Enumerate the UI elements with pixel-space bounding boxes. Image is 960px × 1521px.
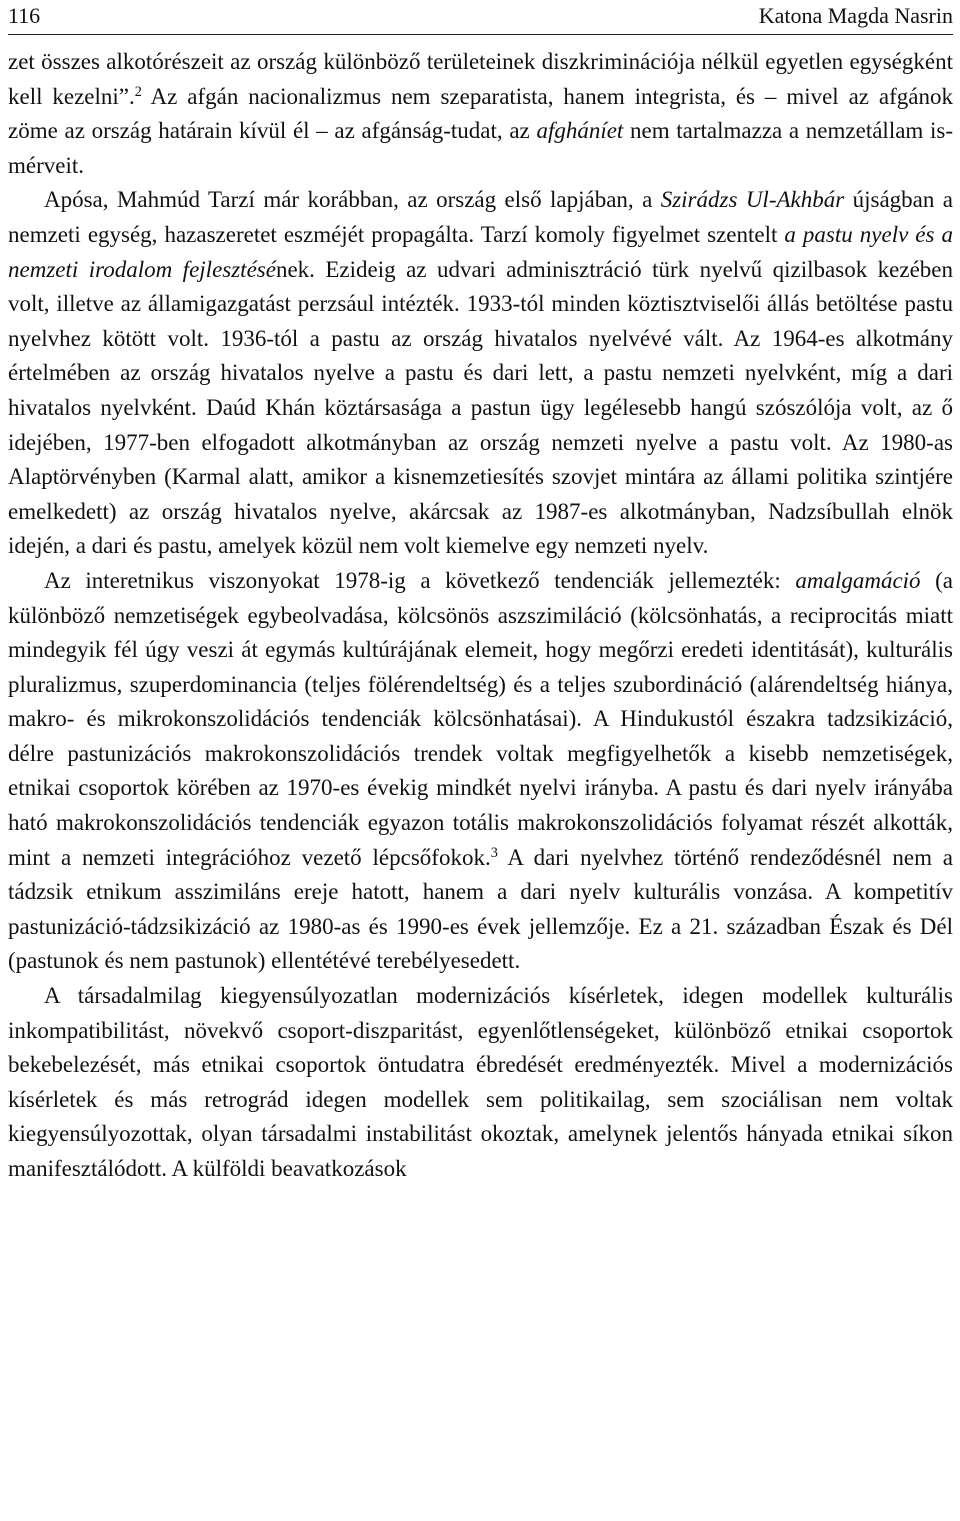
paragraph-2	[8, 183, 953, 564]
page-number: 116	[8, 3, 41, 28]
text-run: A társadalmilag kiegyensúlyozatlan modernizációs kísérletek, idegen modellek kulturális inkompatibilitást, növekvő csoport-diszparitást, egyenlőtlenségeket, különböző etnikai csoportok bekebelezését, más etnikai csoportok öntudatra ébredését eredményezték. Mivel a modernizációs kísérletek és más retrográd idegen modellek sem politikailag, sem szociálisan nem voltak kiegyensúlyozottak, olyan társadalmi instabilitást okoztak, amelynek jelentős hányada etnikai síkon manifesztálódott. A külföldi beavatkozások	[8, 983, 953, 1181]
italic-phrase: a pastu nyelv és a nemzeti irodalom fejlesztésé	[8, 221, 953, 282]
text-run: Az afgán nacionalizmus nem szeparatista, hanem integrista, és – mivel az afgánok zöme az ország határain kívül él – az afgánság-tudat, az	[8, 83, 953, 144]
text-run: nek. Ezideig az udvari adminisztráció türk nyelvű qizilbasok kezében volt, illetve az államigazgatást perzsául intézték. 1933-tól minden köztisztviselői állás betöltése pastu nyelvhez kötött volt. 1936-tól a pastu az ország hivatalos nyelvévé vált. Az 1964-es alkotmány értelmében az ország hivatalos nyelve a pastu és dari lett, a pastu nemzeti nyelvként, míg a dari hivatalos nyelvként. Daúd Khán köztársasága a pastun ügy legélesebb hangú szószólója volt, az ő idejében, 1977-ben elfogadott alkotmányban az ország nemzeti nyelve a pastu volt. Az 1980-as Alaptörvényben (Karmal alatt, amikor a kisnemzetiesítés szovjet mintára az állami politika szintjére emelkedett) az ország hivatalos nyelve, akárcsak az 1987-es alkotmányban, Nadzsíbullah elnök idején, a dari és pastu, amelyek közül nem volt kiemelve egy nemzeti nyelv.	[8, 256, 953, 559]
text-run: újságban a nemzeti egység, hazaszeretet eszméjét propagálta. Tarzí komoly figyelmet szentelt	[8, 187, 953, 247]
paragraph-1	[8, 45, 953, 183]
body-text	[8, 45, 953, 1187]
text-run: nem tartalmazza a nemzetállam ismérveit.	[8, 118, 953, 178]
paragraph-3	[8, 564, 953, 979]
running-author: Katona Magda Nasrin	[758, 3, 953, 28]
paragraph-4	[8, 979, 953, 1187]
text-run: (a különböző nemzetiségek egybeolvadása, kölcsönös aszszimiláció (kölcsönhatás, a reciprocitás miatt mindegyik fél úgy veszi át egymás kultúrájának elemeit, hogy megőrzi eredeti identitását), kulturális pluralizmus, szuperdominancia (teljes fölérendeltség) és a teljes szubordináció (alárendeltség hiánya, makro- és mikrokonszolidációs tendenciák kölcsönhatásai). A Hindukustól északra tadzsikizáció, délre pastunizációs makrokonszolidációs trendek voltak megfigyelhetők a kisebb nemzetiségek, etnikai csoportok körében az 1970-es évekig mindkét nyelvi irányba. A pastu és dari nyelv irányába ható makrokonszolidációs tendenciák egyazon totális makrokonszolidációs folyamat részét alkották, mint a nemzeti integrációhoz vezető lépcsőfokok.	[8, 567, 953, 870]
text-run: Az interetnikus viszonyokat 1978-ig a következő tendenciák jellemezték:	[44, 567, 796, 593]
running-header	[8, 0, 953, 35]
text-run: A dari nyelvhez történő rendeződésnél nem a tádzsik etnikum asszimiláns ereje hatott, hanem a dari nyelv kulturális vonzása. A kompetitív pastunizáció-tádzsikizáció az 1980-as és 1990-es évek jellemzője. Ez a 21. században Észak és Dél (pastunok és nem pastunok) ellentétévé terebélyesedett.	[8, 844, 953, 974]
text-run: zet összes alkotórészeit az ország különböző területeinek diszkriminációja nélkül egyetlen egységként kell kezelni”.	[8, 49, 953, 109]
book-page	[8, 0, 953, 1521]
footnote-ref-2: 2	[134, 83, 142, 100]
text-run: Apósa, Mahmúd Tarzí már korábban, az ország első lapjában, a	[44, 187, 661, 213]
italic-newspaper-title: Szirádzs Ul-Akhbár	[660, 187, 845, 213]
italic-term-afghaniet: afgháníet	[536, 118, 624, 144]
italic-term-amalgamacio: amalgamáció	[795, 567, 921, 593]
footnote-ref-3: 3	[490, 844, 498, 861]
